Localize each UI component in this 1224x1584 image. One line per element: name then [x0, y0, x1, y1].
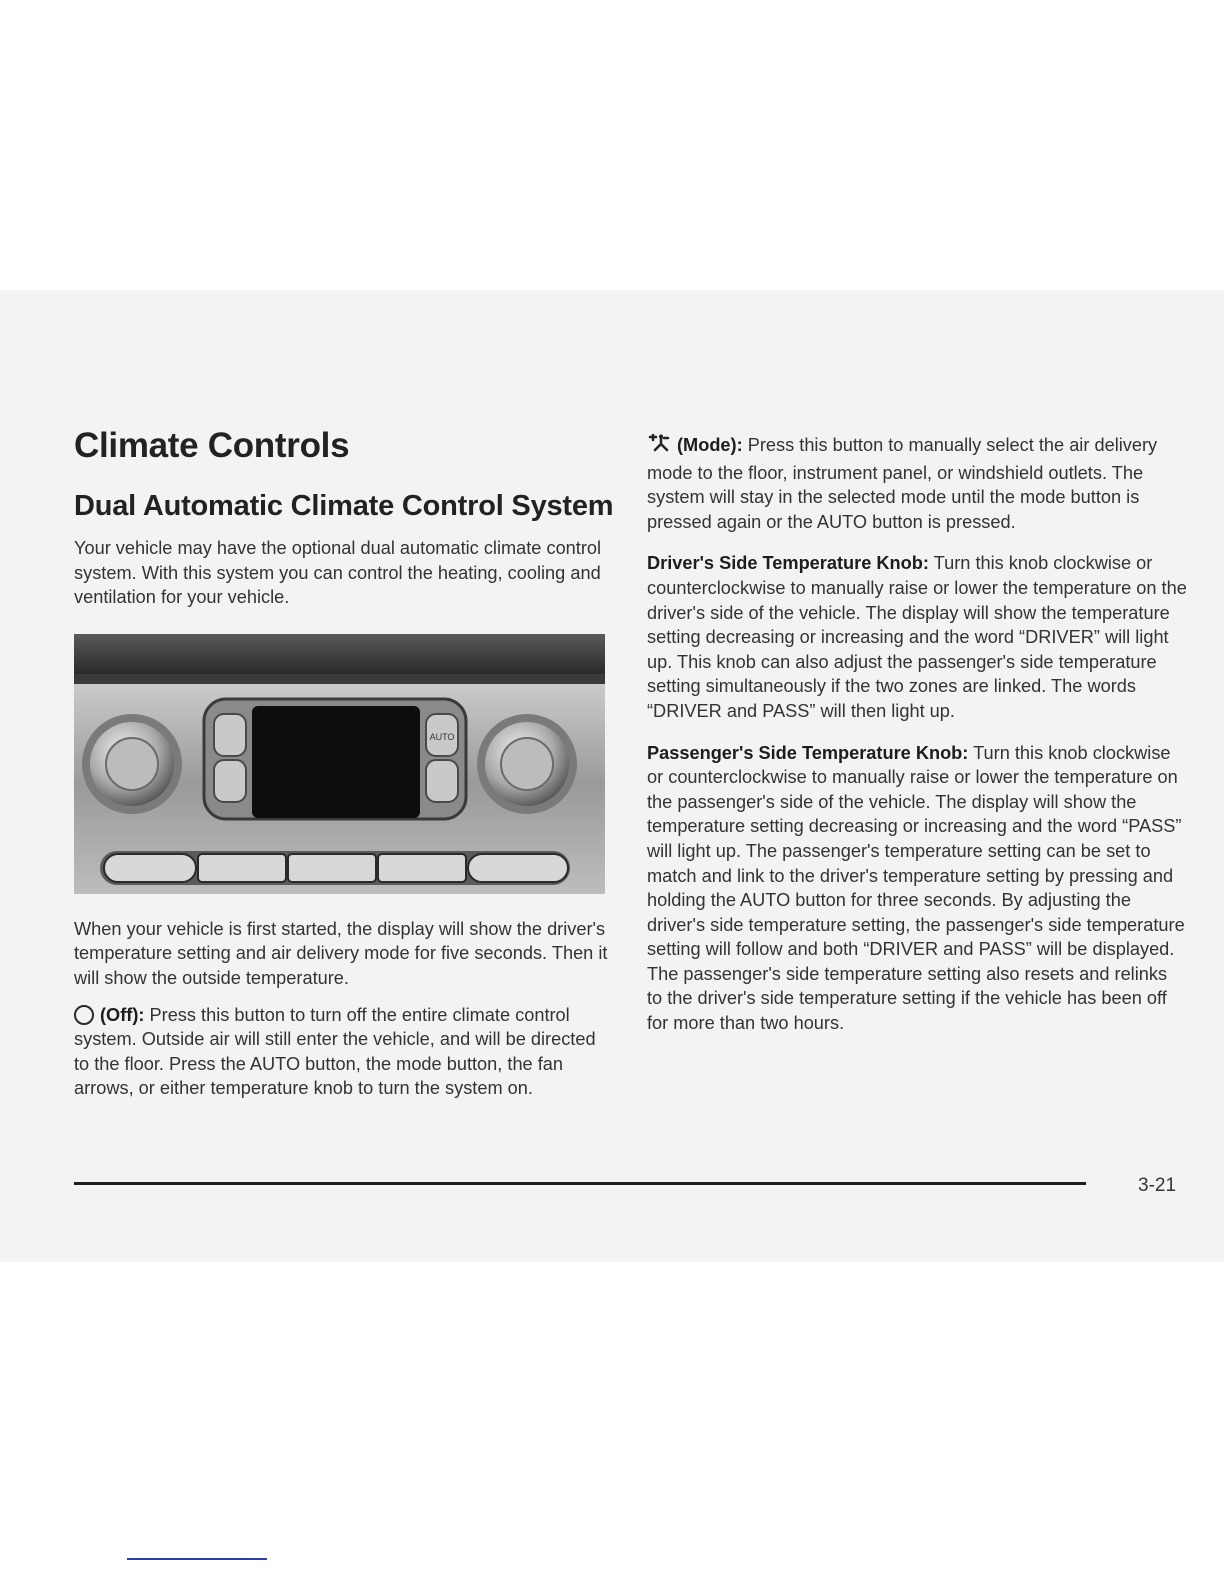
intro-paragraph: Your vehicle may have the optional dual automatic climate control system. With this system you can control the heating, cooling and ventilation for your vehicle. [74, 538, 602, 608]
off-text: Press this button to turn off the entire climate control system. Outside air will still enter the vehicle, and will be directed to the floor. Press the AUTO button, the mode button, the fan arrows, or either temperature knob to turn the system on. [74, 1004, 596, 1099]
startup-paragraph: When your vehicle is first started, the display will show the driver's temperature setting and air delivery mode for five seconds. Then it will show the outside temperature. [74, 918, 608, 988]
off-label: (Off): [100, 1004, 145, 1025]
air-mode-icon [647, 434, 671, 461]
mode-label: (Mode): [677, 435, 743, 455]
footer-rule [74, 1182, 1086, 1185]
right-column [647, 433, 1187, 1036]
ac-button [378, 854, 466, 882]
rear-defog-button [468, 854, 568, 882]
mode-text: Press this button to manually select the air delivery mode to the floor, instrument panel, or windshield outlets. The system will stay in the selected mode until the mode button is pressed again or the AUTO button is pressed. [647, 435, 1158, 532]
off-button [104, 854, 196, 882]
climate-panel-illustration [74, 634, 605, 894]
fan-down-button [214, 760, 246, 802]
fan-up-button [214, 714, 246, 756]
driver-knob-paragraph [647, 551, 1187, 723]
climate-control-panel-photo [74, 634, 605, 894]
auto-button-label: AUTO [429, 731, 455, 742]
page-number: 3-21 [1138, 1175, 1177, 1196]
page-title: Climate Controls [74, 426, 350, 465]
display-screen [252, 706, 420, 818]
defrost-button [288, 854, 376, 882]
passenger-knob-text: Turn this knob clockwise or counterclockwise to manually raise or lower the temperature on the passenger's side of the vehicle. The display will show the temperature setting decreasing or increasing and the word “PASS” will light up. The passenger's temperature setting can be set to match and link to the driver's temperature setting by pressing and holding the AUTO button for three seconds. By adjusting the driver's side temperature setting, the passenger's side temperature setting will follow and both “DRIVER and PASS” will be displayed. The passenger's side temperature setting also resets and relinks to the driver's side temperature setting if the vehicle has been off for more than two hours. [647, 742, 1185, 1034]
driver-knob-text: Turn this knob clockwise or counterclockwise to manually raise or lower the temperature on the driver's side of the vehicle. The display will show the temperature setting decreasing or increasing and the word “DRIVER” will light up. This knob can also adjust the passenger's side temperature setting simultaneously if the two zones are linked. The words “DRIVER and PASS” will then light up. [647, 553, 1187, 721]
off-paragraph [74, 1003, 614, 1101]
left-column [74, 425, 614, 1101]
recirc-button [198, 854, 286, 882]
mode-button [426, 760, 458, 802]
passenger-knob-label: Passenger's Side Temperature Knob: [647, 742, 969, 763]
section-title: Dual Automatic Climate Control System [74, 490, 614, 522]
footer-link-line [127, 1558, 267, 1560]
mode-paragraph [647, 433, 1187, 534]
off-circle-icon [74, 1005, 94, 1025]
passenger-knob-paragraph [647, 741, 1187, 1036]
driver-knob-label: Driver's Side Temperature Knob: [647, 553, 929, 574]
